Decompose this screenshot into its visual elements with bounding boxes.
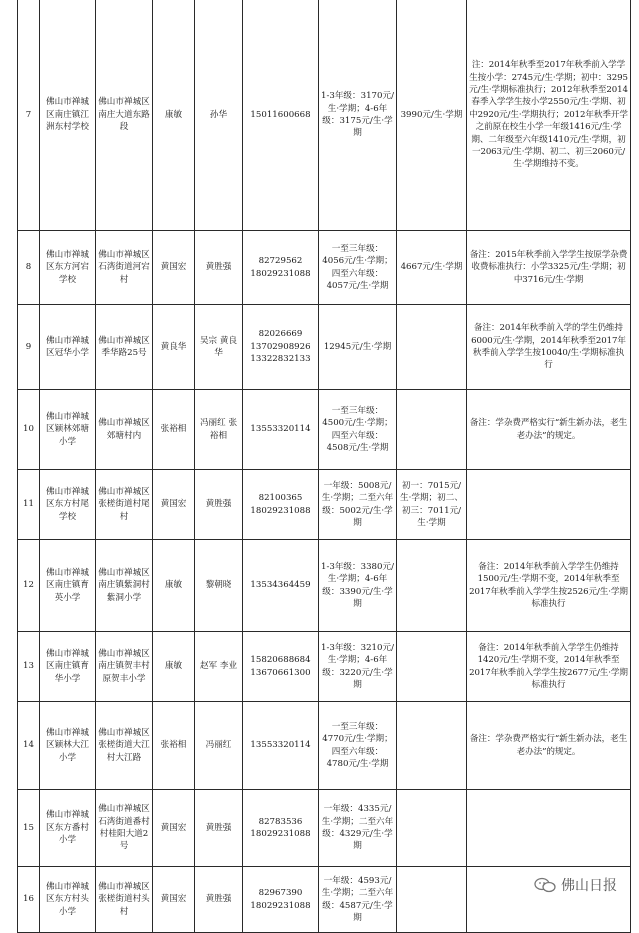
contact-person: 赵军 李业 bbox=[195, 632, 243, 702]
school-address: 佛山市禅城区南庄镇贺丰村原贺丰小学 bbox=[96, 632, 153, 702]
primary-fee: 一年级：5008元/生·学期；二至六年级：5002元/生·学期 bbox=[319, 470, 397, 540]
primary-fee: 一至三年级：4500元/生·学期；四至六年级：4508元/生·学期 bbox=[319, 390, 397, 470]
contact-person: 黄胜强 bbox=[195, 231, 243, 305]
school-fee-table bbox=[17, 0, 631, 933]
legal-representative: 康敏 bbox=[153, 632, 195, 702]
fee-note: 备注：学杂费严格实行“新生新办法，老生老办法”的规定。 bbox=[467, 702, 631, 790]
row-number: 12 bbox=[18, 540, 40, 632]
contact-phone: 82967390 18029231088 bbox=[243, 867, 319, 933]
school-name: 佛山市禅城区东方村头小学 bbox=[40, 867, 96, 933]
fee-note: 备注：2014年秋季前入学学生仍维持1420元/生·学期不变，2014年秋季至2017年秋季前入学学生按2677元/生·学期标准执行 bbox=[467, 632, 631, 702]
fee-note bbox=[467, 470, 631, 540]
primary-fee: 一年级：4593元/生·学期；二至六年级：4587元/生·学期 bbox=[319, 867, 397, 933]
school-name: 佛山市禅城区南庄镇育英小学 bbox=[40, 540, 96, 632]
row-number: 7 bbox=[18, 0, 40, 231]
school-name: 佛山市禅城区东方番村小学 bbox=[40, 790, 96, 867]
contact-person: 黄胜强 bbox=[195, 867, 243, 933]
table-row bbox=[18, 790, 631, 867]
school-name: 佛山市禅城区颖林大江小学 bbox=[40, 702, 96, 790]
row-number: 10 bbox=[18, 390, 40, 470]
fee-note: 备注：2014年秋季前入学的学生仍维持6000元/生·学期，2014年秋季至2017年秋季前入学学生按10040/生·学期标准执行 bbox=[467, 305, 631, 390]
watermark bbox=[534, 875, 617, 895]
primary-fee: 一年级：4335元/生·学期；二至六年级：4329元/生·学期 bbox=[319, 790, 397, 867]
legal-representative: 康敏 bbox=[153, 540, 195, 632]
school-address: 佛山市禅城区张槎街道村头村 bbox=[96, 867, 153, 933]
school-address: 佛山市禅城区郊塘村内 bbox=[96, 390, 153, 470]
legal-representative: 黄国宏 bbox=[153, 470, 195, 540]
primary-fee: 1-3年级：3380元/生·学期；4-6年级：3390元/生·学期 bbox=[319, 540, 397, 632]
middle-school-fee bbox=[397, 702, 467, 790]
middle-school-fee: 初一：7015元/生·学期；初二、初三：7011元/生·学期 bbox=[397, 470, 467, 540]
school-address: 佛山市禅城区南庄镇紫洞村紫洞小学 bbox=[96, 540, 153, 632]
table-row bbox=[18, 390, 631, 470]
fee-note: 备注：2015年秋季前入学学生按原学杂费收费标准执行：小学3325元/生·学期；初中3716元/生·学期 bbox=[467, 231, 631, 305]
middle-school-fee: 4667元/生·学期 bbox=[397, 231, 467, 305]
table-row bbox=[18, 0, 631, 231]
watermark-text: 佛山日报 bbox=[561, 878, 617, 894]
contact-person: 黎朝晓 bbox=[195, 540, 243, 632]
wechat-logo-icon bbox=[534, 877, 556, 893]
contact-phone: 82729562 18029231088 bbox=[243, 231, 319, 305]
table-row bbox=[18, 305, 631, 390]
school-name: 佛山市禅城区南庄镇江洲东村学校 bbox=[40, 0, 96, 231]
middle-school-fee bbox=[397, 540, 467, 632]
middle-school-fee bbox=[397, 305, 467, 390]
contact-phone: 15011600668 bbox=[243, 0, 319, 231]
primary-fee: 1-3年级：3210元/生·学期；4-6年级：3220元/生·学期 bbox=[319, 632, 397, 702]
table-row bbox=[18, 231, 631, 305]
row-number: 8 bbox=[18, 231, 40, 305]
contact-phone: 82026669 13702908926 13322832133 bbox=[243, 305, 319, 390]
contact-phone: 82783536 18029231088 bbox=[243, 790, 319, 867]
row-number: 15 bbox=[18, 790, 40, 867]
legal-representative: 黄国宏 bbox=[153, 231, 195, 305]
primary-fee: 一至三年级：4056元/生·学期；四至六年级：4057元/生·学期 bbox=[319, 231, 397, 305]
legal-representative: 黄国宏 bbox=[153, 867, 195, 933]
fee-note bbox=[467, 790, 631, 867]
school-name: 佛山市禅城区东方村尾学校 bbox=[40, 470, 96, 540]
contact-phone: 13553320114 bbox=[243, 702, 319, 790]
legal-representative: 康敏 bbox=[153, 0, 195, 231]
school-name: 佛山市禅城区冠华小学 bbox=[40, 305, 96, 390]
primary-fee: 12945元/生·学期 bbox=[319, 305, 397, 390]
table-row bbox=[18, 470, 631, 540]
contact-person: 冯丽红 bbox=[195, 702, 243, 790]
primary-fee: 一至三年级：4770元/生·学期；四至六年级：4780元/生·学期 bbox=[319, 702, 397, 790]
legal-representative: 黄国宏 bbox=[153, 790, 195, 867]
fee-note: 备注：2014年秋季前入学学生仍维持1500元/生·学期不变，2014年秋季至2017年秋季前入学学生按2526元/生·学期标准执行 bbox=[467, 540, 631, 632]
school-address: 佛山市禅城区张槎街道大江村大江路 bbox=[96, 702, 153, 790]
school-address: 佛山市禅城区石湾街道番村村桂阳大道2号 bbox=[96, 790, 153, 867]
school-name: 佛山市禅城区南庄镇育华小学 bbox=[40, 632, 96, 702]
middle-school-fee: 3990元/生·学期 bbox=[397, 0, 467, 231]
contact-person: 黄胜强 bbox=[195, 790, 243, 867]
school-name: 佛山市禅城区颖林郊塘小学 bbox=[40, 390, 96, 470]
middle-school-fee bbox=[397, 632, 467, 702]
row-number: 14 bbox=[18, 702, 40, 790]
middle-school-fee bbox=[397, 790, 467, 867]
school-address: 佛山市禅城区南庄大道东路段 bbox=[96, 0, 153, 231]
middle-school-fee bbox=[397, 390, 467, 470]
middle-school-fee bbox=[397, 867, 467, 933]
legal-representative: 张裕相 bbox=[153, 390, 195, 470]
fee-note: 备注：学杂费严格实行“新生新办法，老生老办法”的规定。 bbox=[467, 390, 631, 470]
school-address: 佛山市禅城区张槎街道村尾村 bbox=[96, 470, 153, 540]
contact-person: 吴宗 黄良华 bbox=[195, 305, 243, 390]
row-number: 11 bbox=[18, 470, 40, 540]
contact-phone: 13553320114 bbox=[243, 390, 319, 470]
legal-representative: 黄良华 bbox=[153, 305, 195, 390]
legal-representative: 张裕相 bbox=[153, 702, 195, 790]
contact-person: 黄胜强 bbox=[195, 470, 243, 540]
primary-fee: 1-3年级：3170元/生·学期；4-6年级：3175元/生·学期 bbox=[319, 0, 397, 231]
fee-note: 注：2014年秋季至2017年秋季前入学学生按小学：2745元/生·学期；初中：3295元/生·学期标准执行；2012年秋季至2014春季入学学生按小学2550元/生·学期、初中2920元/生·学期执行；2012年秋季开学之前原在校生小学一年级1416元/生·学期、二年级至六年级1410元/生·学期，初一2063元/生·学期、初二、初三2060元/生·学期维持不变。 bbox=[467, 0, 631, 231]
contact-phone: 82100365 18029231088 bbox=[243, 470, 319, 540]
row-number: 13 bbox=[18, 632, 40, 702]
contact-phone: 13534364459 bbox=[243, 540, 319, 632]
row-number: 9 bbox=[18, 305, 40, 390]
contact-person: 冯丽红 张裕相 bbox=[195, 390, 243, 470]
school-address: 佛山市禅城区石湾街道河宕村 bbox=[96, 231, 153, 305]
school-address: 佛山市禅城区季华路25号 bbox=[96, 305, 153, 390]
table-row bbox=[18, 632, 631, 702]
table-row bbox=[18, 540, 631, 632]
table-row bbox=[18, 702, 631, 790]
school-name: 佛山市禅城区东方河宕学校 bbox=[40, 231, 96, 305]
contact-phone: 15820688684 13670661300 bbox=[243, 632, 319, 702]
row-number: 16 bbox=[18, 867, 40, 933]
contact-person: 孙华 bbox=[195, 0, 243, 231]
